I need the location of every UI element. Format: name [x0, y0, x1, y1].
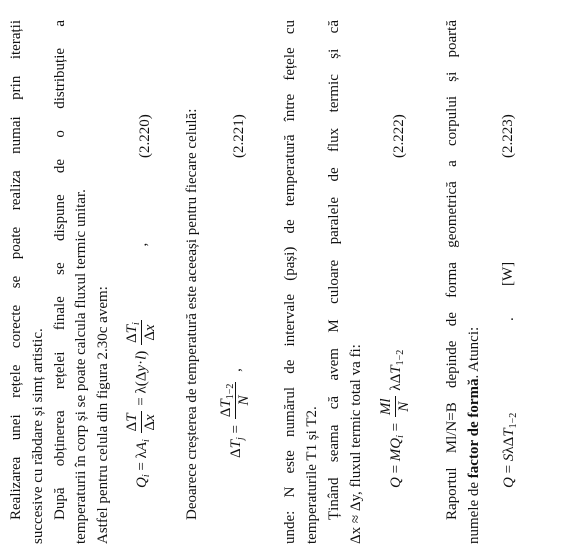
equation-body: $Q_i = \lambda A_i$ ΔT Δx = λ(Δy·l) $\Delta T_i$ Δx ,	[124, 242, 158, 488]
text-line: numele de factor de formă. Atunci:	[466, 326, 482, 544]
unit-label: [W]	[500, 261, 516, 286]
equation-body: Q = SλΔT$_{1-2}$ .	[500, 317, 519, 488]
text-line: temperaturii în corp și se poate calcula fluxul termic unitar.	[73, 189, 89, 544]
equation-number: (2.222)	[391, 114, 407, 158]
text-line: unde: N este numărul de intervale (pași) de temperatură între fețele cu	[282, 20, 298, 544]
equation-body: $Q = MQ_i$ = Ml N λΔT$_{1-2}$	[378, 349, 412, 488]
equation-number: (2.220)	[137, 114, 153, 158]
equation-number: (2.221)	[231, 114, 247, 158]
bold-term: factor de formă	[466, 378, 482, 479]
text-line: succesive cu răbdare și simț artistic.	[30, 328, 46, 544]
text-line: Realizarea unei rețele corecte se poate realiza numai prin iterații	[8, 20, 24, 520]
text-line: Raportul Ml/N=B depinde de forma geometrică a corpului și poartă	[444, 20, 460, 520]
equation-2-222	[370, 0, 430, 548]
equation-2-220	[116, 0, 176, 548]
text-line: Ținând seama că avem M culoare paralele de flux termic și că	[326, 20, 342, 520]
equation-body: $\Delta T_j$ = $\Delta T_{1-2}$ N ,	[218, 368, 252, 458]
text-line: Δx ≈ Δy, fluxul termic total va fi:	[348, 344, 364, 544]
text-line: Astfel pentru celula din figura 2.30c avem:	[95, 286, 111, 544]
equation-number: (2.223)	[500, 114, 516, 158]
equation-2-223	[478, 0, 538, 548]
equation-2-221	[210, 0, 270, 548]
text-line: temperaturile T1 și T2.	[304, 406, 320, 544]
text-line: După obținerea rețelei finale se dispune de o distribuție a	[52, 20, 68, 520]
text-line: Deoarece creșterea de temperatură este aceeași pentru fiecare celulă:	[184, 108, 200, 520]
